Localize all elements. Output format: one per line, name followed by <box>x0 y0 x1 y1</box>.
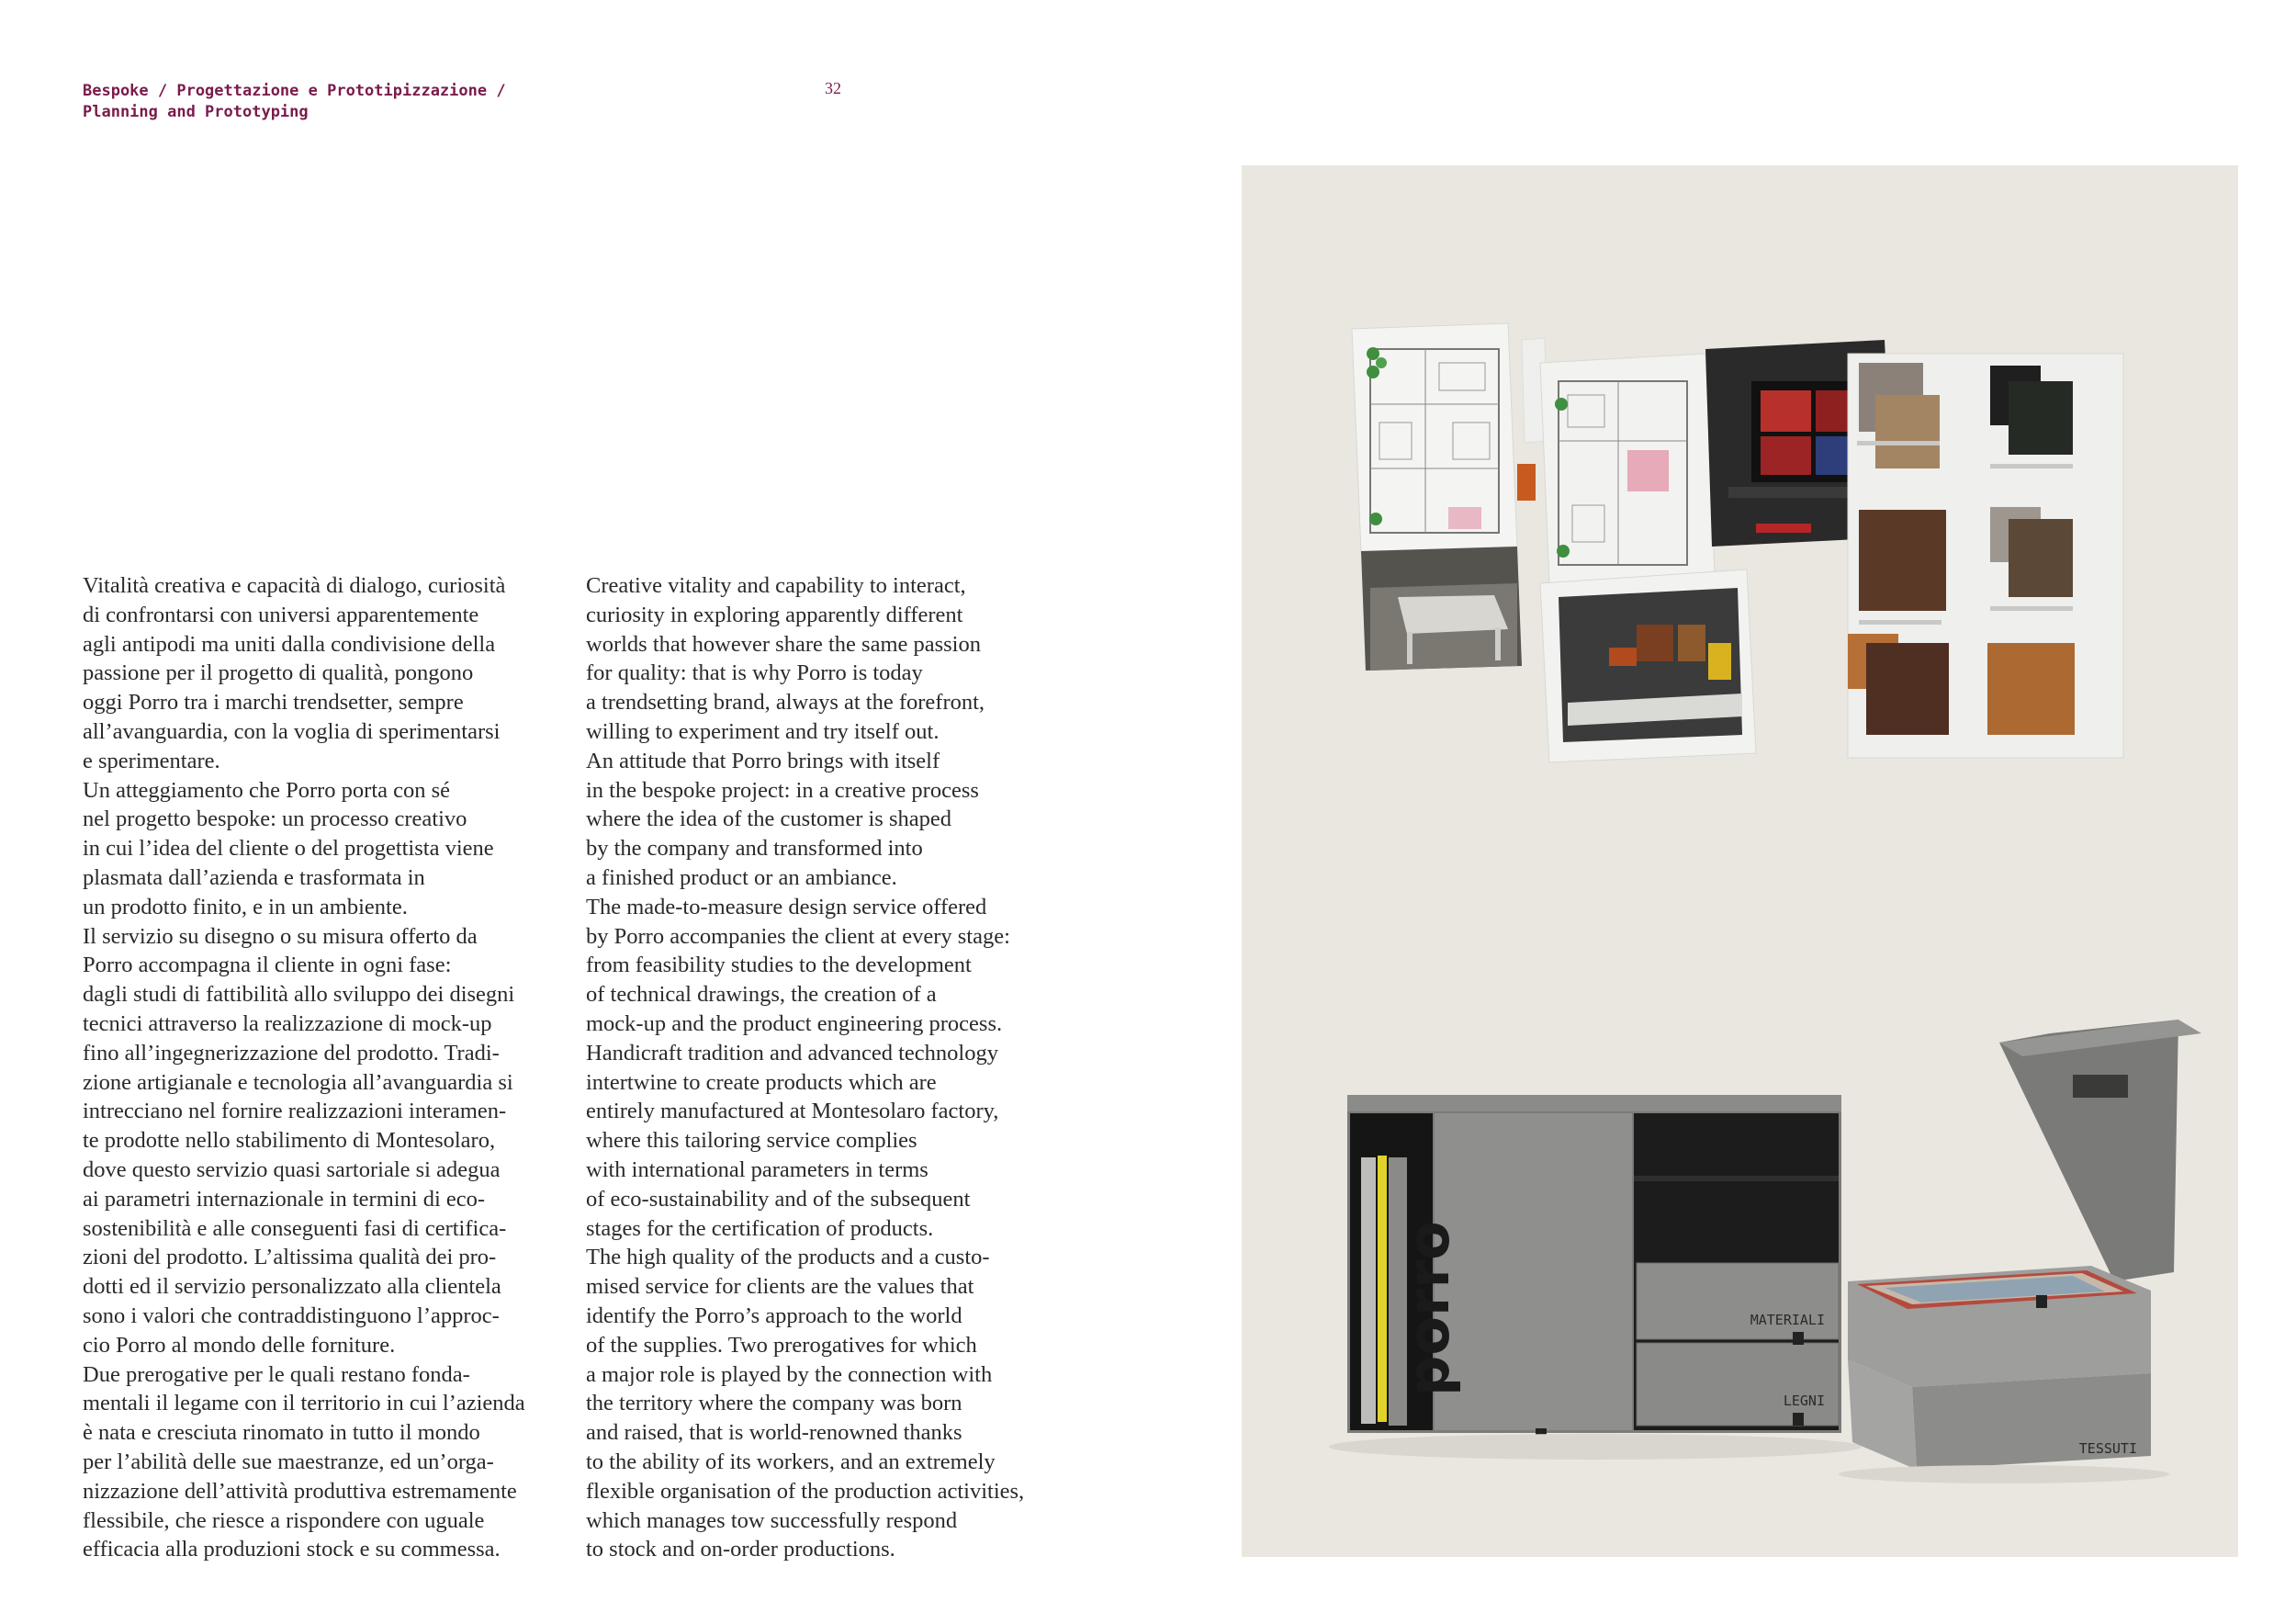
english-text-line: The high quality of the products and a custo- <box>586 1245 990 1270</box>
english-text-line: from feasibility studies to the development <box>586 953 972 978</box>
floor-plan-sheet-1 <box>1352 323 1517 552</box>
english-text-line: by the company and transformed into <box>586 836 923 862</box>
english-text-line: mised service for clients are the values that <box>586 1274 974 1300</box>
italian-text-line: passione per il progetto di qualità, pongono <box>83 660 474 686</box>
wall-unit-render <box>1540 570 1756 762</box>
page-number: 32 <box>825 79 841 97</box>
italian-text-line: in cui l’idea del cliente o del progettista viene <box>83 836 494 862</box>
italian-text-line: nizzazione dell’attività produttiva estremamente <box>83 1478 517 1504</box>
italian-text-line: nel progetto bespoke: un processo creativo <box>83 806 467 832</box>
english-text-line: worlds that however share the same passion <box>586 631 981 657</box>
moodboard <box>1352 323 2123 762</box>
table-render <box>1361 547 1522 671</box>
english-text-line: in the bespoke project: in a creative process <box>586 777 979 803</box>
english-text-line: with international parameters in terms <box>586 1156 929 1182</box>
english-text-line: willing to experiment and try itself out. <box>586 718 940 744</box>
english-text-line: curiosity in exploring apparently different <box>586 602 963 627</box>
italian-text-line: ai parametri internazionale in termini di eco- <box>83 1186 486 1212</box>
material-samples <box>1848 354 2123 758</box>
italian-text-line: intrecciano nel fornire realizzazioni interamen- <box>83 1099 507 1124</box>
english-text-line: the territory where the company was born <box>586 1391 962 1416</box>
italian-text-line: flessibile, che riesce a rispondere con uguale <box>83 1507 485 1533</box>
english-text-line: An attitude that Porro brings with itself <box>586 748 940 773</box>
sample-box-open <box>1839 1020 2201 1483</box>
italian-text-line: zione artigianale e tecnologia all’avanguardia si <box>83 1069 513 1095</box>
italian-text-line: sostenibilità e alle conseguenti fasi di certifica- <box>83 1215 507 1241</box>
section-header <box>83 81 652 123</box>
italian-text-line: dotti ed il servizio personalizzato alla clientela <box>83 1274 501 1300</box>
italian-text-line: e sperimentare. <box>83 748 220 773</box>
english-text-line: flexible organisation of the production activities, <box>586 1478 1025 1504</box>
italian-text-line: Un atteggiamento che Porro porta con sé <box>83 777 451 803</box>
italian-text-line: Vitalità creativa e capacità di dialogo, curiosità <box>83 573 506 598</box>
box-label-tessuti: TESSUTI <box>2078 1440 2137 1457</box>
english-text-line: and raised, that is world-renowned thanks <box>586 1420 962 1446</box>
floor-plan-sheet-2 <box>1540 354 1715 583</box>
italian-text-line: per l’abilità delle sue maestranze, ed un’orga- <box>83 1449 494 1474</box>
english-text-line: entirely manufactured at Montesolaro factory, <box>586 1099 999 1124</box>
italian-text-line: efficacia alla produzioni stock e su commessa. <box>83 1537 501 1562</box>
italian-text-line: plasmata dall’azienda e trasformata in <box>83 864 425 890</box>
english-text-line: intertwine to create products which are <box>586 1069 937 1095</box>
product-photo <box>1242 165 2238 1557</box>
italian-text-line: Due prerogative per le quali restano fonda- <box>83 1361 470 1387</box>
italian-text-line: di confrontarsi con universi apparentemente <box>83 602 479 627</box>
sample-box-cabinet <box>1329 1095 1862 1460</box>
italian-text-line: un prodotto finito, e in un ambiente. <box>83 894 408 919</box>
italian-text-line: mentali il legame con il territorio in cui l’azienda <box>83 1391 525 1416</box>
english-text-line: of technical drawings, the creation of a <box>586 982 937 1008</box>
italian-text-line: Porro accompagna il cliente in ogni fase: <box>83 953 452 978</box>
english-text-line: stages for the certification of products. <box>586 1215 934 1241</box>
english-text-line: to the ability of its workers, and an extremely <box>586 1449 996 1474</box>
english-text-line: by Porro accompanies the client at every stage: <box>586 923 1010 949</box>
english-text-column <box>586 571 1100 1564</box>
italian-text-line: oggi Porro tra i marchi trendsetter, sempre <box>83 690 464 716</box>
italian-text-line: all’avanguardia, con la voglia di sperimentarsi <box>83 718 501 744</box>
italian-text-column <box>83 571 579 1564</box>
section-title-line-1: Bespoke / Progettazione e Prototipizzazione / <box>83 82 506 100</box>
italian-text-line: tecnici attraverso la realizzazione di mock-up <box>83 1010 492 1036</box>
english-text-line: a major role is played by the connection with <box>586 1361 993 1387</box>
english-text-line: identify the Porro’s approach to the world <box>586 1303 962 1328</box>
italian-text-line: sono i valori che contraddistinguono l’approc- <box>83 1303 500 1328</box>
italian-text-line: fino all’ingegnerizzazione del prodotto. Tradi- <box>83 1040 500 1066</box>
english-text-line: mock-up and the product engineering process. <box>586 1010 1003 1036</box>
english-text-line: of eco-sustainability and of the subsequent <box>586 1186 971 1212</box>
italian-text-line: zioni del prodotto. L’altissima qualità dei pro- <box>83 1245 497 1270</box>
italian-text-line: Il servizio su disegno o su misura offerto da <box>83 923 478 949</box>
italian-text-line: cio Porro al mondo delle forniture. <box>83 1332 396 1358</box>
drawer-label-legni: LEGNI <box>1783 1393 1825 1409</box>
drawer-label-materiali: MATERIALI <box>1750 1312 1825 1328</box>
english-text-line: to stock and on-order productions. <box>586 1537 895 1562</box>
english-text-line: for quality: that is why Porro is today <box>586 660 923 686</box>
english-text-line: Creative vitality and capability to interact, <box>586 573 966 598</box>
italian-text-line: agli antipodi ma uniti dalla condivisione della <box>83 631 496 657</box>
english-text-line: a finished product or an ambiance. <box>586 864 897 890</box>
english-text-line: The made-to-measure design service offered <box>586 894 987 919</box>
english-text-line: of the supplies. Two prerogatives for which <box>586 1332 977 1358</box>
italian-text-line: dove questo servizio quasi sartoriale si adegua <box>83 1156 501 1182</box>
italian-text-line: è nata e cresciuta rinomato in tutto il mondo <box>83 1420 480 1446</box>
english-text-line: where the idea of the customer is shaped <box>586 806 951 832</box>
english-text-line: which manages tow successfully respond <box>586 1507 958 1533</box>
porro-logo: porro <box>1395 1221 1462 1396</box>
section-title-line-2: Planning and Prototyping <box>83 103 309 121</box>
english-text-line: where this tailoring service complies <box>586 1128 917 1154</box>
italian-text-line: dagli studi di fattibilità allo sviluppo dei disegni <box>83 982 515 1008</box>
italian-text-line: te prodotte nello stabilimento di Montesolaro, <box>83 1128 496 1154</box>
english-text-line: a trendsetting brand, always at the forefront, <box>586 690 985 716</box>
english-text-line: Handicraft tradition and advanced technology <box>586 1040 998 1066</box>
